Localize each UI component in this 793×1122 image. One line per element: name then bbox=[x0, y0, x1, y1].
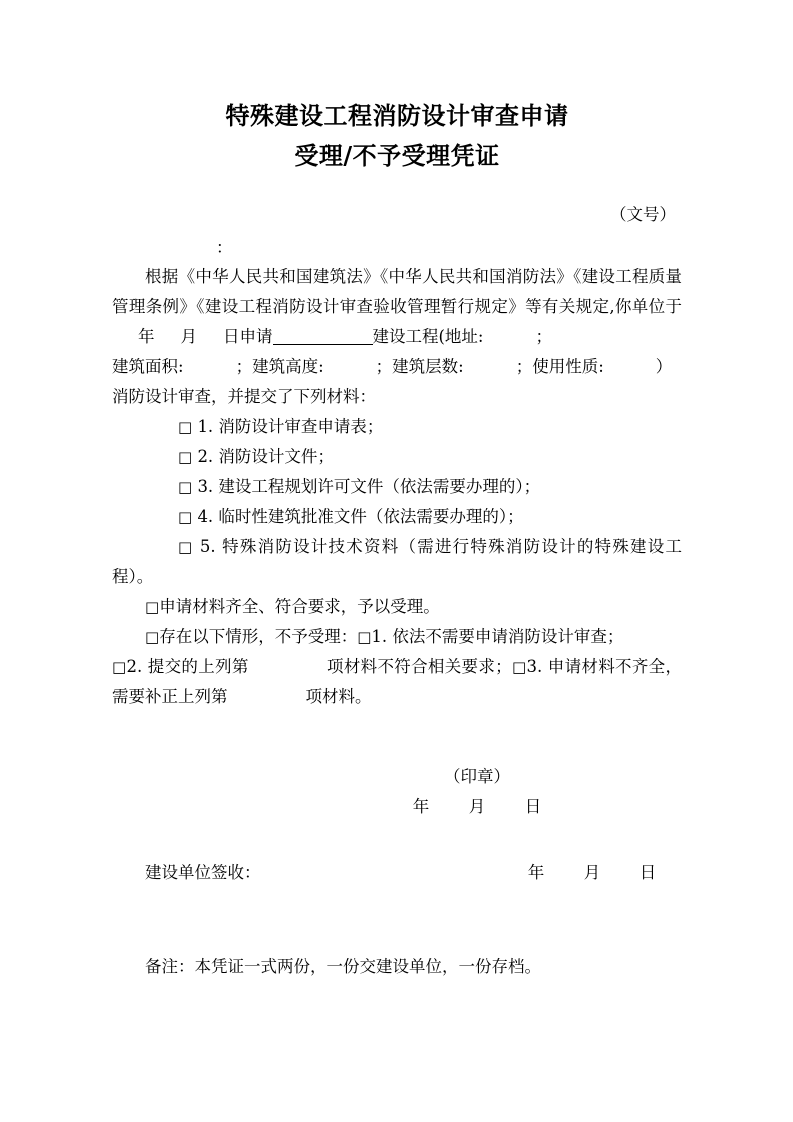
paragraph-year: 年 bbox=[138, 327, 155, 346]
material-item bbox=[112, 472, 682, 502]
material-label: 2. 消防设计文件； bbox=[197, 447, 334, 466]
material-label: 5. 特殊消防设计技术资料（需进行特殊消防设计的特殊建设工程）。 bbox=[112, 537, 682, 586]
checkbox-icon[interactable]: □ bbox=[178, 508, 193, 526]
semicolon-1: ； bbox=[535, 327, 552, 346]
checkbox-icon[interactable]: □ bbox=[357, 628, 372, 646]
floors-label: 建筑层数: bbox=[392, 357, 464, 376]
checkbox-icon[interactable]: □ bbox=[178, 448, 193, 466]
material-item bbox=[112, 532, 682, 592]
reject-item-3a: 3. 申请材料不齐全，需要补正上列第 bbox=[112, 657, 682, 706]
sign-date-day: 日 bbox=[639, 863, 657, 882]
reject-item-3b: 项材料。 bbox=[305, 687, 372, 706]
height-label: 建筑高度: bbox=[252, 357, 324, 376]
paragraph-text-b: 建设工程(地址: bbox=[372, 327, 484, 346]
area-label: 建筑面积: bbox=[112, 357, 184, 376]
recipient-line: ： bbox=[216, 238, 233, 257]
semicolon-2: ； bbox=[235, 357, 253, 376]
material-label: 4. 临时性建筑批准文件（依法需要办理的）； bbox=[197, 507, 524, 526]
semicolon-4: ； bbox=[515, 357, 533, 376]
title-line-1: 特殊建设工程消防设计审查申请 bbox=[225, 101, 569, 130]
semicolon-3: ； bbox=[375, 357, 393, 376]
paragraph-text-c: 消防设计审查，并提交了下列材料： bbox=[112, 387, 376, 406]
reject-item-2a: 2. 提交的上列第 bbox=[126, 657, 249, 676]
checkbox-icon[interactable]: □ bbox=[178, 538, 194, 556]
material-item bbox=[112, 442, 682, 472]
signature-label: 建设单位签收： bbox=[145, 863, 261, 882]
seal-label: （印章） bbox=[444, 767, 510, 786]
paren-close: ） bbox=[655, 357, 673, 376]
signature-row bbox=[112, 858, 682, 888]
material-item bbox=[112, 502, 682, 532]
seal-date-day: 日 bbox=[524, 797, 542, 816]
seal-date-month: 月 bbox=[468, 797, 486, 816]
document-content bbox=[112, 96, 682, 982]
reject-item-1: 1. 依法不需要申请消防设计审查； bbox=[371, 627, 624, 646]
paragraph-month: 月 bbox=[180, 327, 197, 346]
paragraph-day: 日申请 bbox=[223, 327, 273, 346]
reject-lead-label: 存在以下情形，不予受理： bbox=[159, 627, 358, 646]
checkbox-icon[interactable]: □ bbox=[145, 598, 160, 616]
document-title bbox=[112, 96, 682, 176]
sign-date-year: 年 bbox=[527, 863, 545, 882]
reject-item-2b: 项材料不符合相关要求； bbox=[326, 657, 512, 676]
signature-date bbox=[508, 858, 682, 888]
material-label: 3. 建设工程规划许可文件（依法需要办理的）； bbox=[197, 477, 541, 496]
seal-date-row bbox=[112, 792, 682, 822]
usage-label: 使用性质: bbox=[532, 357, 604, 376]
accept-statement bbox=[112, 592, 682, 622]
checkbox-icon[interactable]: □ bbox=[178, 478, 193, 496]
project-name-blank[interactable] bbox=[273, 326, 373, 345]
checkbox-icon[interactable]: □ bbox=[178, 418, 193, 436]
title-line-2: 受理/不予受理凭证 bbox=[294, 141, 500, 170]
accept-label: 申请材料齐全、符合要求，予以受理。 bbox=[159, 597, 440, 616]
sign-date-month: 月 bbox=[583, 863, 601, 882]
checkbox-icon[interactable]: □ bbox=[112, 658, 127, 676]
seal-date-year: 年 bbox=[412, 797, 430, 816]
material-item bbox=[112, 412, 682, 442]
doc-number: （文号） bbox=[610, 205, 676, 224]
checkbox-icon[interactable]: □ bbox=[145, 628, 160, 646]
checkbox-icon[interactable]: □ bbox=[511, 658, 527, 676]
material-label: 1. 消防设计审查申请表； bbox=[197, 417, 384, 436]
reject-statement bbox=[112, 622, 682, 712]
remark-line: 备注：本凭证一式两份，一份交建设单位，一份存档。 bbox=[145, 957, 541, 976]
main-paragraph bbox=[112, 262, 682, 412]
paragraph-text-a: 根据《中华人民共和国建筑法》《中华人民共和国消防法》《建设工程质量管理条例》《建设工程消防设计审查验收管理暂行规定》等有关规定,你单位于 bbox=[112, 267, 682, 316]
